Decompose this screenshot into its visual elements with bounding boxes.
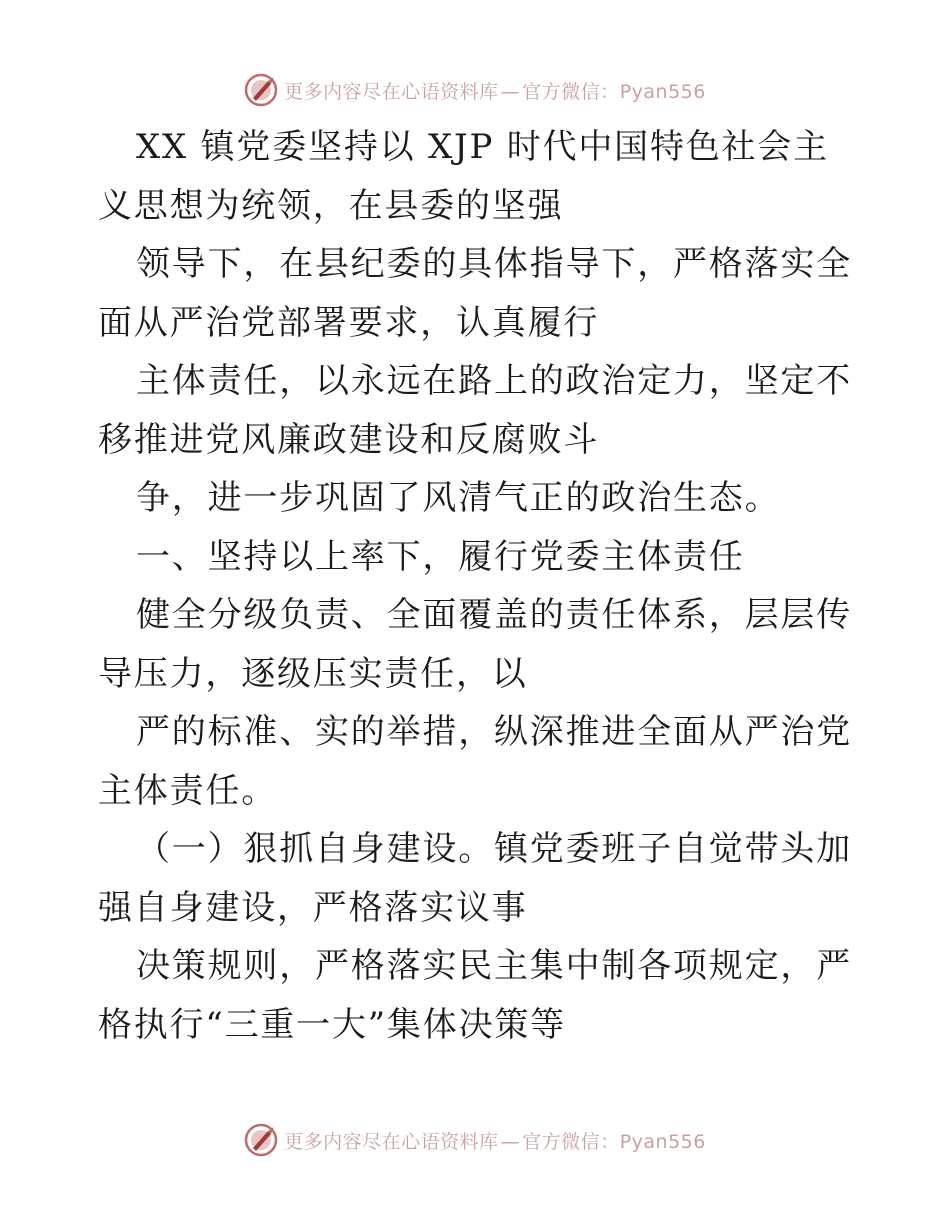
quill-logo-icon <box>244 1123 278 1157</box>
watermark-wechat-label: 官方微信： <box>522 80 620 103</box>
watermark-separator: — <box>500 80 521 103</box>
quill-logo-icon <box>244 73 278 107</box>
paragraph: 主体责任，以永远在路上的政治定力，坚定不移推进党风廉政建设和反腐败斗 <box>98 361 852 460</box>
watermark-wechat-label: 官方微信： <box>522 1130 620 1153</box>
document-body <box>98 118 858 1054</box>
paragraph: XX 镇党委坚持以 XJP 时代中国特色社会主义思想为统领，在县委的坚强 <box>98 127 829 226</box>
paragraph: 领导下，在县纪委的具体指导下，严格落实全面从严治党部署要求，认真履行 <box>98 244 852 343</box>
watermark-wechat-id: Pyan556 <box>619 80 706 103</box>
watermark-separator: — <box>500 1130 521 1153</box>
paragraph: （一）狠抓自身建设。镇党委班子自觉带头加强自身建设，严格落实议事 <box>98 829 852 928</box>
watermark-text: 更多内容尽在心语资料库 <box>284 1130 499 1153</box>
footer-watermark <box>0 1120 950 1160</box>
paragraph: 争，进一步巩固了风清气正的政治生态。 <box>136 478 781 518</box>
paragraph: 决策规则，严格落实民主集中制各项规定，严格执行“三重一大”集体决策等 <box>98 946 852 1045</box>
watermark-wechat-id: Pyan556 <box>619 1130 706 1153</box>
paragraph: 健全分级负责、全面覆盖的责任体系，层层传导压力，逐级压实责任，以 <box>98 595 852 694</box>
section-heading: 一、坚持以上率下，履行党委主体责任 <box>136 536 745 577</box>
paragraph: 严的标准、实的举措，纵深推进全面从严治党主体责任。 <box>98 712 852 811</box>
header-watermark <box>0 70 950 110</box>
watermark-text: 更多内容尽在心语资料库 <box>284 80 499 103</box>
